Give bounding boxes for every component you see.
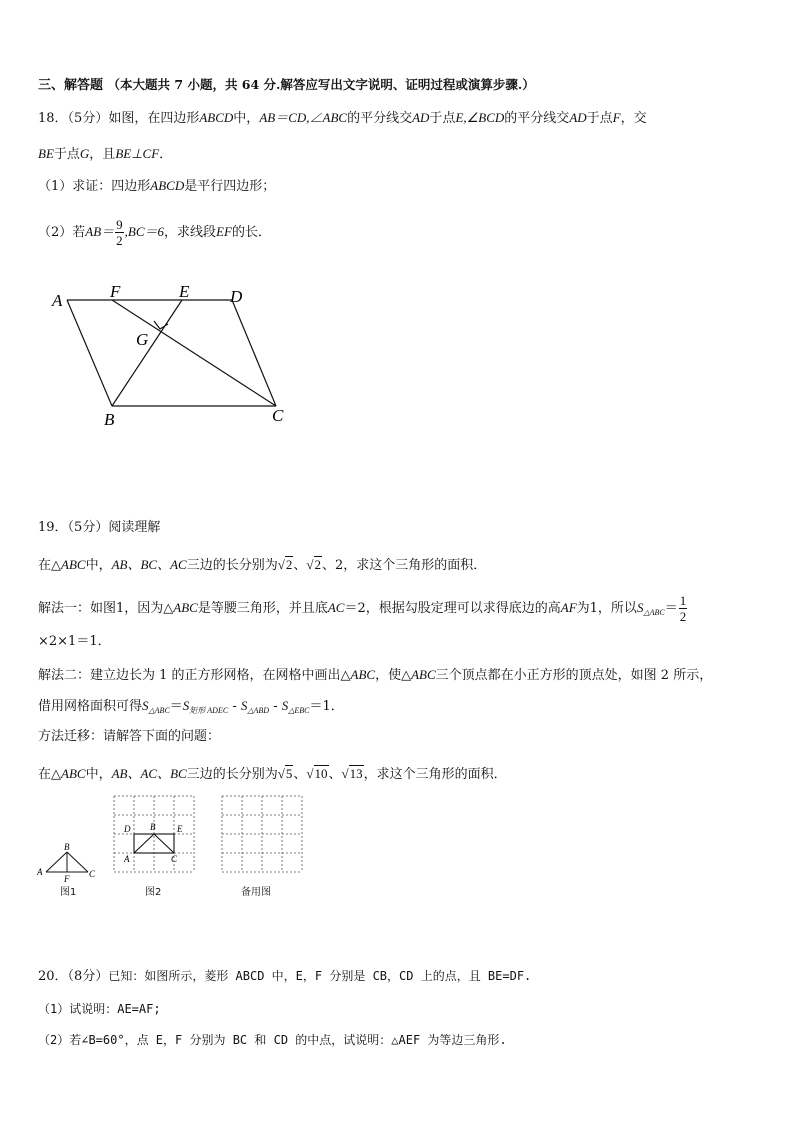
section-title: 三、解答题 xyxy=(38,78,104,93)
label-e: E xyxy=(179,282,190,301)
q19-text: 中， xyxy=(85,558,112,573)
radicand: 2 xyxy=(285,557,293,572)
q18-math: AB＝CD,∠ABC xyxy=(259,110,348,125)
q19-method2-line2 xyxy=(38,697,344,720)
segment-ab xyxy=(134,834,154,853)
q19-title: 阅读理解 xyxy=(108,520,161,535)
subscript: 矩形 ADEC xyxy=(189,706,229,715)
q18-part1 xyxy=(38,177,275,196)
q18-text: 于点 xyxy=(429,111,456,126)
q19-math: S xyxy=(142,698,149,713)
q18-math: E,∠BCD xyxy=(455,110,505,125)
q20-text: 已知：如图所示，菱形 ABCD 中，E，F 分别是 CB，CD 上的点，且 BE=DF. xyxy=(108,969,532,983)
q19-text: 解法一：如图1，因为△ xyxy=(38,601,174,616)
q19-fraction xyxy=(679,593,688,624)
q19-text: 三边的长分别为 xyxy=(186,767,278,782)
fig1-caption: 图1 xyxy=(60,887,77,898)
q18-math: G xyxy=(79,146,90,161)
q19-text: ×2×1＝1． xyxy=(38,634,111,649)
q20-part2: （2）若∠B=60°，点 E，F 分别为 BC 和 CD 的中点，试说明：△AEF 为等边三角形. xyxy=(38,1033,507,1047)
q18-text: ． xyxy=(159,147,173,162)
q19-math: AB、AC、BC xyxy=(111,766,187,781)
q19-method1-line1 xyxy=(38,590,688,631)
q19-math: ABC xyxy=(173,600,198,615)
q18-math: ABCD xyxy=(199,110,234,125)
fraction-numerator: 1 xyxy=(679,593,687,608)
q19-method1-line2 xyxy=(38,633,111,651)
label-f: F xyxy=(110,282,121,301)
subscript: △ABC xyxy=(643,608,665,617)
q18-text: 的平分线交 xyxy=(504,111,570,126)
q19-text: ，使△ xyxy=(375,668,412,683)
q18-stem-line2 xyxy=(38,145,172,164)
q18-part2 xyxy=(38,214,271,251)
side-ab xyxy=(67,300,112,406)
fig3-caption: 备用图 xyxy=(241,887,271,898)
segment-cf xyxy=(112,300,276,406)
q18-text: 于点 xyxy=(53,147,80,162)
fraction-denominator: 2 xyxy=(679,609,687,624)
fig1-label-a: A xyxy=(37,867,43,877)
q18-text: ，求线段 xyxy=(164,225,217,240)
q18-text: 是平行四边形； xyxy=(184,179,276,194)
q19-text: 、 xyxy=(293,558,307,573)
q19-method2-line1 xyxy=(38,666,712,685)
q19-figure2-grid xyxy=(112,794,196,874)
fig2-label-a: A xyxy=(124,854,130,864)
q19-text: ＝ xyxy=(169,699,183,714)
q19-text: 是等腰三角形，并且底 xyxy=(197,601,328,616)
section-note: （本大题共 7 小题，共 64 分.解答应写出文字说明、证明过程或演算步骤.） xyxy=(107,77,535,92)
q18-text: ，交 xyxy=(620,111,647,126)
q19-math: AC xyxy=(327,600,345,615)
fig2-label-c: C xyxy=(171,854,178,864)
q18-math: AD xyxy=(412,110,430,125)
subscript: △ABD xyxy=(247,706,270,715)
q19-text: ＝ xyxy=(664,601,678,616)
q18-text: （1）求证：四边形 xyxy=(38,179,151,194)
q19-text: 方法迁移：请解答下面的问题： xyxy=(38,729,221,744)
q19-text: 中， xyxy=(85,767,112,782)
q18-math: ABCD xyxy=(150,178,185,193)
fig1-label-c: C xyxy=(89,869,96,879)
q19-text: 三个顶点都在小正方形的顶点处，如图 2 所示， xyxy=(435,668,713,683)
q18-text: （2）若 xyxy=(38,225,86,240)
q19-text: - xyxy=(228,699,241,714)
q19-text: 、 xyxy=(293,767,307,782)
q18-number: 18． xyxy=(38,111,68,126)
label-b: B xyxy=(104,410,115,429)
q19-math: AB、BC、AC xyxy=(111,557,187,572)
side-dc xyxy=(232,300,276,406)
q19-math: S xyxy=(240,698,248,713)
q18-math: AB＝ xyxy=(85,224,115,239)
sqrt-expression: √13 xyxy=(341,766,363,781)
fig2-label-d: D xyxy=(124,824,131,834)
sqrt-expression: √5 xyxy=(277,766,293,781)
section-header xyxy=(38,76,535,95)
subscript: △ABC xyxy=(148,706,170,715)
fig2-label-e: E xyxy=(177,824,183,834)
sqrt-expression: √10 xyxy=(306,766,328,781)
subscript: △EBC xyxy=(288,706,310,715)
q19-text: 借用网格面积可得 xyxy=(38,699,143,714)
q18-text: 于点 xyxy=(586,111,613,126)
q19-math: ABC xyxy=(61,766,86,781)
radicand: 10 xyxy=(314,766,328,781)
q19-problem xyxy=(38,556,486,575)
q18-text: ，且 xyxy=(89,147,116,162)
q18-math: AD xyxy=(569,110,587,125)
q20-part1: （1）试说明：AE=AF; xyxy=(38,1002,161,1016)
q18-text: 中， xyxy=(233,111,260,126)
radicand: 13 xyxy=(349,766,363,781)
q19-math: S xyxy=(636,600,644,615)
q18-math: ,BC＝6 xyxy=(124,224,165,239)
q19-text: 在△ xyxy=(38,767,61,782)
label-d: D xyxy=(230,287,243,306)
q18-math: EF xyxy=(216,224,232,239)
q19-text: 在△ xyxy=(38,558,61,573)
q19-text: 为1，所以 xyxy=(576,601,637,616)
segment-bc xyxy=(154,834,174,853)
q19-math: ABC xyxy=(61,557,86,572)
q19-text: ，求这个三角形的面积． xyxy=(363,767,507,782)
q19-math: S xyxy=(182,698,190,713)
fig1-label-f: F xyxy=(64,874,70,882)
q19-math: AF xyxy=(560,600,577,615)
q19-transfer xyxy=(38,728,220,746)
label-a: A xyxy=(52,291,63,310)
label-c: C xyxy=(272,406,284,425)
q19-text: - xyxy=(269,699,282,714)
q20-number: 20． xyxy=(38,969,68,984)
q18-text: 如图，在四边形 xyxy=(108,111,200,126)
q19-text: 、2，求这个三角形的面积． xyxy=(322,558,487,573)
q19-text: 、 xyxy=(328,767,342,782)
fig2-caption: 图2 xyxy=(145,887,162,898)
q18-stem-line1 xyxy=(38,109,647,128)
sqrt-expression: √2 xyxy=(277,557,293,572)
q18-fraction xyxy=(115,217,124,248)
q18-parallelogram-figure xyxy=(40,278,300,433)
sqrt-expression: √2 xyxy=(306,557,321,572)
q19-figure1 xyxy=(36,840,98,882)
q18-math: BE⊥CF xyxy=(115,146,160,161)
q18-score: （5分） xyxy=(67,111,109,126)
side-bc xyxy=(67,852,88,872)
q19-math: ABC xyxy=(350,667,376,682)
q19-transfer-problem xyxy=(38,765,507,784)
q19-text: ＝2，根据勾股定理可以求得底边的高 xyxy=(344,601,561,616)
q19-text: 解法二：建立边长为 1 的正方形网格，在网格中画出△ xyxy=(38,668,351,683)
q18-text: 的长． xyxy=(231,225,271,240)
radicand: 2 xyxy=(314,557,321,572)
q19-text: 三边的长分别为 xyxy=(186,558,278,573)
q19-spare-grid xyxy=(220,794,304,874)
q18-text: 的平分线交 xyxy=(347,111,413,126)
q19-heading xyxy=(38,519,160,537)
fig2-label-b: B xyxy=(150,822,156,832)
q19-math: ABC xyxy=(411,667,436,682)
fraction-denominator: 2 xyxy=(116,233,123,248)
q18-math: BE xyxy=(38,146,54,161)
q19-text: ＝1． xyxy=(309,699,344,714)
q19-score: （5分） xyxy=(67,520,109,535)
q19-number: 19． xyxy=(38,520,68,535)
q19-math: S xyxy=(281,698,289,713)
segment-be xyxy=(112,300,182,406)
label-g: G xyxy=(136,330,149,349)
q20-score: （8分） xyxy=(67,969,109,984)
q18-math: F xyxy=(612,110,621,125)
fraction-numerator: 9 xyxy=(116,217,123,232)
fig1-label-b: B xyxy=(64,842,70,852)
radicand: 5 xyxy=(285,766,293,781)
q20-stem xyxy=(38,967,531,986)
side-ab xyxy=(46,852,67,872)
